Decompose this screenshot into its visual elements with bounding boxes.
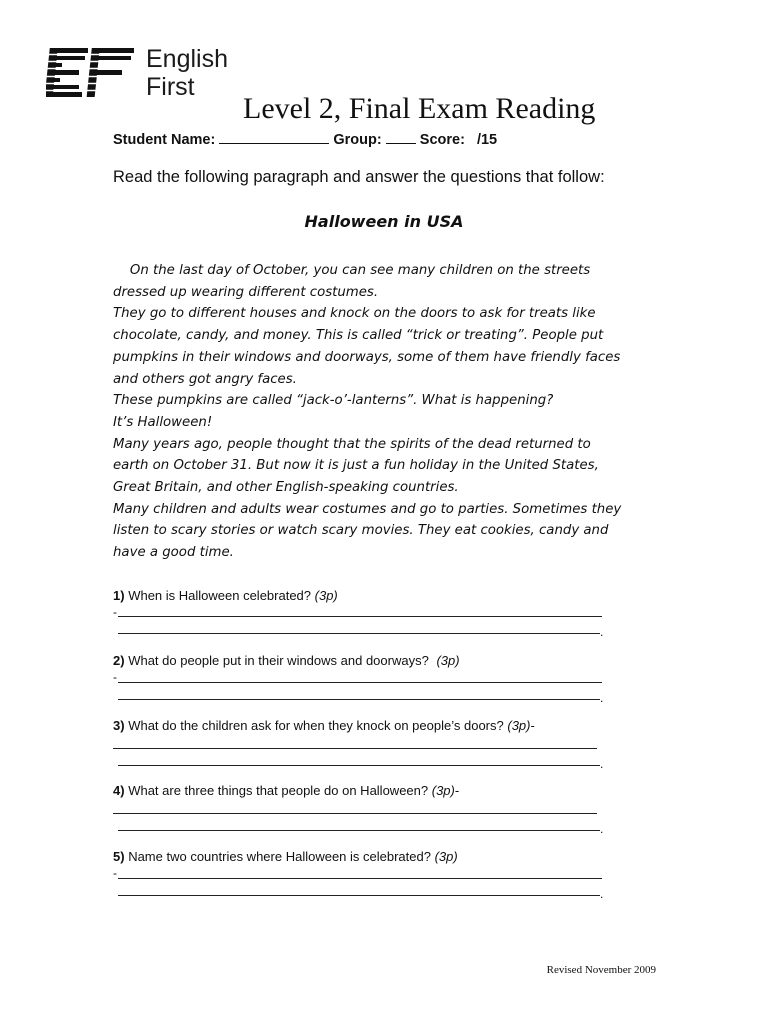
instructions: Read the following paragraph and answer the questions that follow:: [113, 168, 605, 186]
passage-line: have a good time.: [113, 545, 234, 561]
question-points: (3p): [507, 718, 531, 733]
question-points: (3p): [314, 588, 338, 603]
passage-line: Great Britain, and other English-speaking countries.: [113, 480, 459, 496]
answer-line[interactable]: [113, 813, 597, 814]
score-label: Score:: [419, 132, 465, 148]
answer-end-dot: .: [600, 691, 604, 705]
passage-line: On the last day of October, you can see many children on the streets: [113, 263, 591, 278]
revision-note: Revised November 2009: [546, 964, 656, 976]
answer-line[interactable]: [118, 895, 600, 896]
question-number: 1): [113, 588, 125, 603]
question-text: What are three things that people do on Halloween?: [128, 783, 429, 798]
student-info-line: [113, 132, 497, 148]
passage-line: chocolate, candy, and money. This is called “trick or treating”. People put: [113, 328, 604, 344]
question-points: (3p): [431, 783, 455, 798]
ef-logo-mark-text: EF: [46, 46, 48, 47]
group-label: Group:: [333, 132, 382, 148]
question-1: [113, 588, 338, 603]
ef-logo-mark: [46, 46, 138, 102]
passage-line: and others got angry faces.: [113, 371, 297, 387]
passage-line: These pumpkins are called “jack-o’-lanterns”. What is happening?: [113, 393, 554, 409]
answer-end-dot: .: [600, 625, 604, 639]
answer-line[interactable]: [118, 616, 602, 617]
answer-dash: -: [113, 670, 117, 684]
answer-end-dot: .: [600, 822, 604, 836]
reading-passage: [113, 260, 673, 564]
answer-line[interactable]: [118, 765, 600, 766]
question-text: Name two countries where Halloween is celebrated?: [128, 849, 431, 864]
answer-line[interactable]: [118, 878, 602, 879]
passage-line: earth on October 31. But now it is just a fun holiday in the United States,: [113, 458, 599, 474]
answer-line[interactable]: [118, 699, 600, 700]
question-points: (3p): [434, 849, 458, 864]
answer-end-dot: .: [600, 757, 604, 771]
question-suffix: -: [454, 783, 460, 798]
question-points: (3p): [436, 653, 460, 668]
question-2: [113, 653, 460, 668]
score-total: /15: [476, 132, 498, 148]
question-number: 4): [113, 783, 125, 798]
logo-word-first: First: [146, 73, 195, 101]
group-blank[interactable]: [386, 141, 416, 144]
question-number: 3): [113, 718, 125, 733]
passage-line: Many children and adults wear costumes and go to parties. Sometimes they: [113, 501, 622, 517]
question-5: [113, 849, 458, 864]
passage-line: They go to different houses and knock on the doors to ask for treats like: [113, 306, 596, 322]
question-text: What do the children ask for when they knock on people’s doors?: [128, 718, 504, 733]
answer-dash: -: [113, 605, 117, 619]
student-name-label: Student Name:: [113, 132, 216, 148]
answer-line[interactable]: [113, 748, 597, 749]
answer-line[interactable]: [118, 633, 600, 634]
page-title: Level 2, Final Exam Reading: [243, 92, 596, 125]
question-number: 2): [113, 653, 125, 668]
question-text: When is Halloween celebrated?: [128, 588, 312, 603]
student-name-blank[interactable]: [219, 141, 329, 144]
ef-logo: [46, 44, 236, 102]
question-number: 5): [113, 849, 125, 864]
passage-line: listen to scary stories or watch scary movies. They eat cookies, candy and: [113, 523, 609, 539]
question-text: What do people put in their windows and doorways?: [128, 653, 429, 668]
question-4: [113, 783, 459, 798]
answer-line[interactable]: [118, 830, 600, 831]
logo-word-english: English: [146, 45, 228, 73]
story-title: Halloween in USA: [304, 212, 464, 231]
passage-line: pumpkins in their windows and doorways, some of them have friendly faces: [113, 349, 621, 365]
answer-line[interactable]: [118, 682, 602, 683]
question-3: [113, 718, 535, 733]
passage-line: It’s Halloween!: [113, 414, 213, 430]
passage-line: dressed up wearing different costumes.: [113, 284, 379, 300]
answer-dash: -: [113, 866, 117, 880]
question-suffix: -: [530, 718, 535, 733]
answer-end-dot: .: [600, 887, 604, 901]
passage-line: Many years ago, people thought that the spirits of the dead returned to: [113, 436, 591, 452]
